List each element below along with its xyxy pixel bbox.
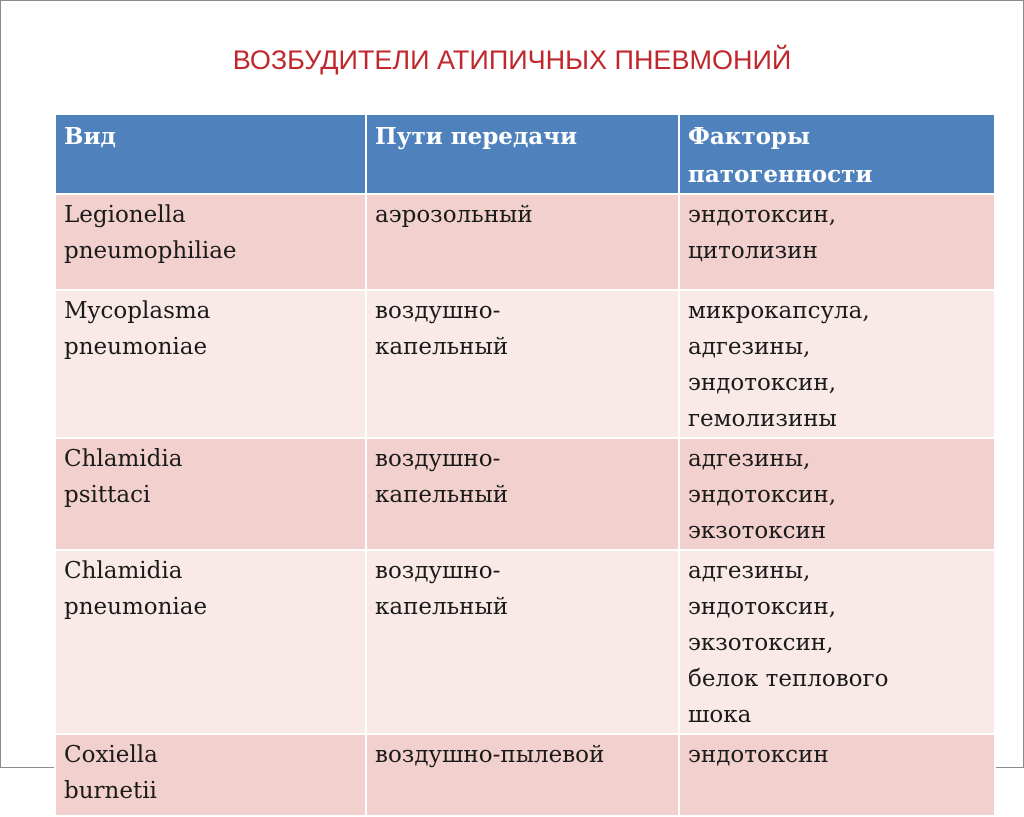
table-row (55, 734, 995, 816)
cell-transmission (366, 734, 679, 816)
factor-line: экзотоксин (688, 518, 827, 544)
cell-factors (679, 734, 995, 816)
transmission-line: капельный (375, 482, 509, 508)
cell-transmission (366, 550, 679, 734)
cell-species (55, 194, 366, 290)
header-transmission-label: Пути передачи (375, 123, 578, 150)
header-transmission (366, 114, 679, 194)
factor-line: адгезины, (688, 558, 811, 584)
cell-factors (679, 194, 995, 290)
transmission-line: воздушно- (375, 558, 501, 584)
header-factors (679, 114, 995, 194)
transmission-line: капельный (375, 594, 509, 620)
cell-factors (679, 290, 995, 438)
cell-factors (679, 438, 995, 550)
transmission-line: воздушно- (375, 446, 501, 472)
species-line: Chlamidia (64, 446, 183, 472)
species-line: pneumophiliae (64, 238, 237, 264)
transmission-line: аэрозольный (375, 202, 533, 228)
species-line: Chlamidia (64, 558, 183, 584)
species-line: psittaci (64, 482, 151, 508)
transmission-line: капельный (375, 334, 509, 360)
table-row (55, 438, 995, 550)
factor-line: адгезины, (688, 334, 811, 360)
species-line: pneumoniae (64, 334, 208, 360)
factor-line: цитолизин (688, 238, 818, 264)
factor-line: микрокапсула, (688, 298, 870, 324)
header-factors-label-line1: Факторы (688, 123, 811, 150)
cell-transmission (366, 290, 679, 438)
factor-line: шока (688, 702, 752, 728)
species-line: Coxiella (64, 742, 158, 768)
factor-line: эндотоксин, (688, 482, 837, 508)
table-row (55, 550, 995, 734)
cell-factors (679, 550, 995, 734)
header-factors-label-line2: патогенности (688, 161, 873, 188)
transmission-line: воздушно-пылевой (375, 742, 605, 768)
cell-species (55, 290, 366, 438)
pathogens-table (54, 113, 996, 817)
header-species-label: Вид (64, 123, 116, 150)
species-line: pneumoniae (64, 594, 208, 620)
species-line: Legionella (64, 202, 186, 228)
species-line: burnetii (64, 778, 157, 804)
factor-line: эндотоксин, (688, 370, 837, 396)
cell-transmission (366, 438, 679, 550)
table-header-row (55, 114, 995, 194)
cell-species (55, 734, 366, 816)
transmission-line: воздушно- (375, 298, 501, 324)
header-species (55, 114, 366, 194)
factor-line: экзотоксин, (688, 630, 834, 656)
factor-line: гемолизины (688, 406, 837, 432)
factor-line: эндотоксин (688, 742, 829, 768)
table-row (55, 290, 995, 438)
table-row (55, 194, 995, 290)
factor-line: эндотоксин, (688, 594, 837, 620)
factor-line: эндотоксин, (688, 202, 837, 228)
cell-species (55, 438, 366, 550)
factor-line: белок теплового (688, 666, 889, 692)
cell-species (55, 550, 366, 734)
species-line: Mycoplasma (64, 298, 211, 324)
cell-transmission (366, 194, 679, 290)
factor-line: адгезины, (688, 446, 811, 472)
slide-title: ВОЗБУДИТЕЛИ АТИПИЧНЫХ ПНЕВМОНИЙ (232, 45, 792, 75)
